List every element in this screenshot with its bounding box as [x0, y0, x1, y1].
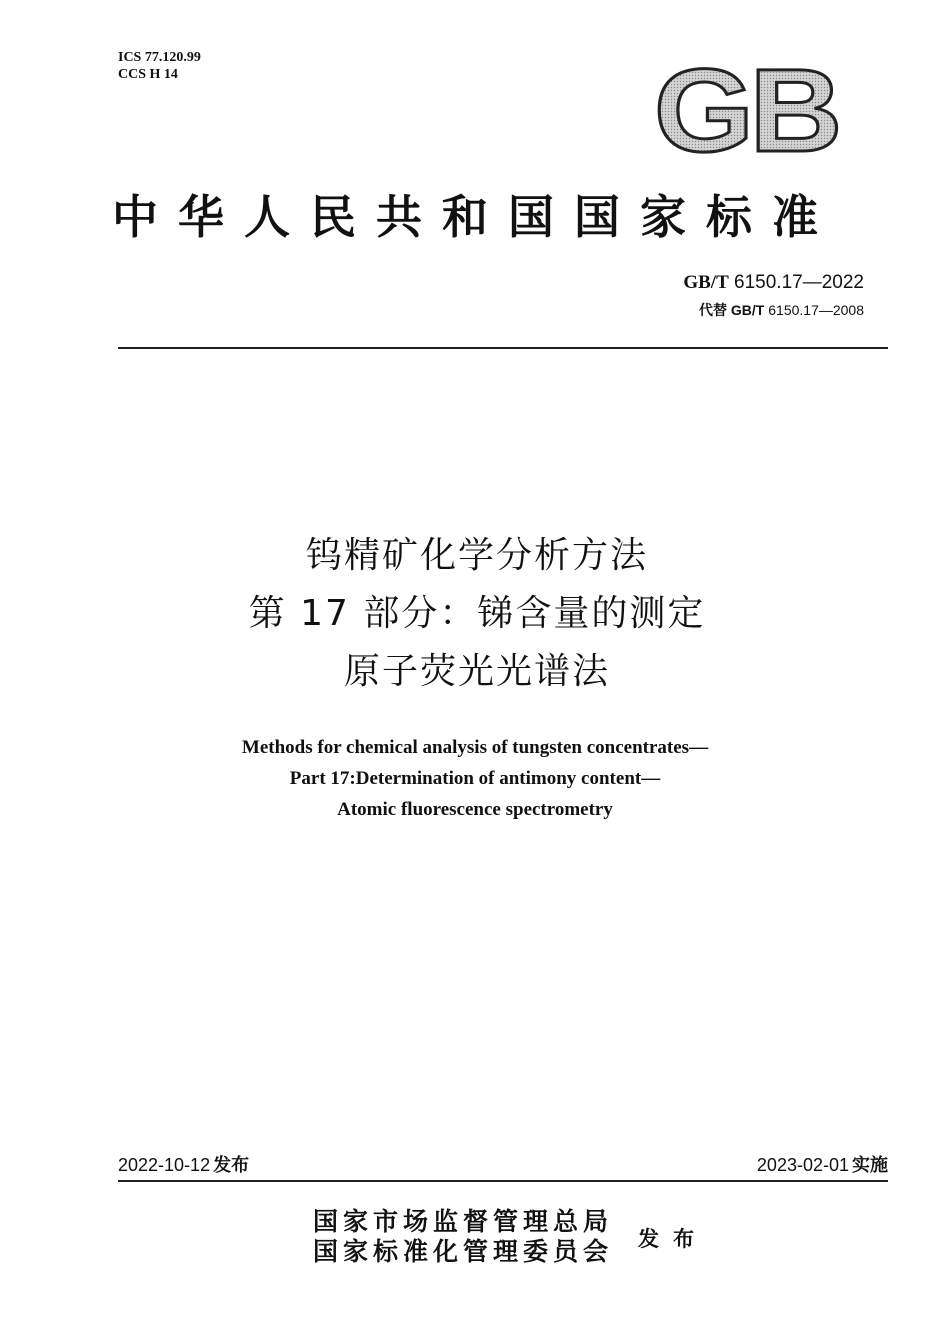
- ics-code: ICS 77.120.99: [118, 50, 201, 65]
- dates-row: [118, 1152, 888, 1178]
- standard-number-value: 6150.17—2022: [728, 272, 864, 293]
- standard-number: [683, 270, 864, 296]
- chinese-title-line-3: 原子荧光光谱法: [343, 651, 610, 692]
- implementation-date-label: 实施: [852, 1155, 888, 1175]
- implementation-date-value: 2023-02-01: [756, 1155, 849, 1175]
- national-standard-title: 中华人民共和国国家标准: [112, 190, 838, 244]
- gb-logo: [652, 62, 840, 160]
- english-title-line-1: Methods for chemical analysis of tungsten concentrates—: [241, 737, 709, 758]
- chinese-title-line-1: 钨精矿化学分析方法: [305, 535, 648, 576]
- issuer-line-1: 国家市场监督管理总局: [313, 1207, 614, 1236]
- issue-word: 发布: [638, 1226, 708, 1251]
- replaces-standard: [683, 299, 864, 321]
- standard-prefix: GB/T: [683, 272, 729, 293]
- replaces-number: 6150.17—2008: [764, 302, 864, 318]
- issue-date: [118, 1152, 249, 1178]
- top-divider: [118, 347, 888, 349]
- standard-number-block: [683, 270, 864, 321]
- issue-date-label: 发布: [213, 1155, 250, 1175]
- svg-text:GB: GB: [654, 62, 838, 160]
- issue-date-value: 2022-10-12: [118, 1155, 211, 1175]
- bottom-divider: [118, 1180, 888, 1182]
- ccs-code: CCS H 14: [118, 67, 178, 82]
- english-title-line-3: Atomic fluorescence spectrometry: [337, 799, 613, 820]
- classification-codes: [118, 49, 201, 83]
- chinese-title: [0, 527, 950, 701]
- issuing-authorities: [313, 1207, 613, 1267]
- english-title: [0, 732, 950, 825]
- replaces-label: 代替 GB/T: [699, 302, 765, 318]
- chinese-title-line-2: 第 17 部分：锑含量的测定: [248, 593, 706, 634]
- english-title-line-2: Part 17:Determination of antimony content—: [289, 768, 661, 789]
- issuer-line-2: 国家标准化管理委员会: [313, 1237, 614, 1266]
- implementation-date: [757, 1152, 888, 1178]
